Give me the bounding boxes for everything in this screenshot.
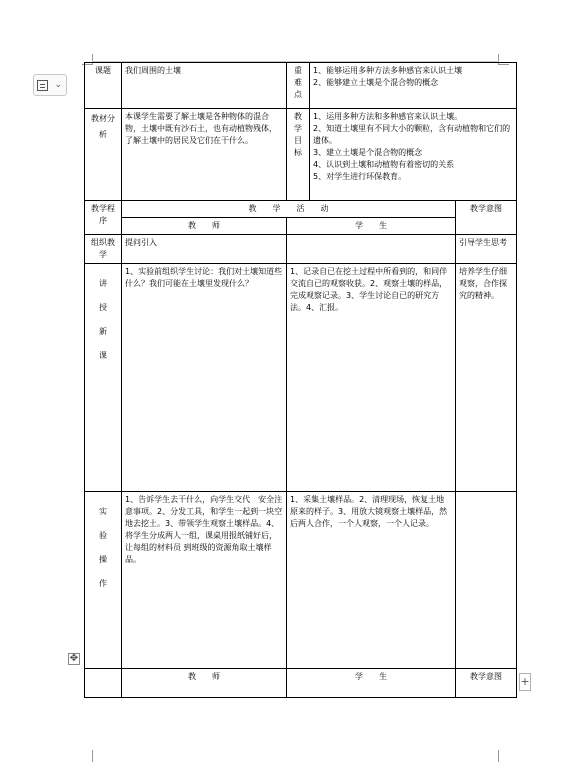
key-points-content[interactable]: [310, 63, 517, 109]
material-label: 教材分析: [85, 109, 122, 201]
document-layout-icon: [37, 80, 48, 91]
topic-value[interactable]: 我们周围的土壤: [122, 63, 287, 109]
goal-item: 1、运用多种方法和多种感官来认识土壤。: [313, 112, 463, 121]
experiment-intent[interactable]: [456, 492, 517, 669]
intent-header: 教学意图: [456, 201, 517, 235]
crop-mark-bottom-left: [82, 750, 93, 762]
goals-content[interactable]: [310, 109, 517, 201]
chevron-down-icon: ⌄: [54, 79, 62, 90]
organize-intent[interactable]: 引导学生思考: [456, 235, 517, 264]
goals-label: 教 学 目 标: [287, 109, 310, 201]
organize-row: [85, 235, 517, 264]
experiment-label: 实 验 操 作: [85, 492, 122, 669]
procedure-header: 教学程序: [85, 201, 122, 235]
experiment-row: [85, 492, 517, 669]
key-point-item: 2、能够建立土壤是个混合物的概念: [313, 78, 439, 87]
key-point-item: 1、能够运用多种方法多种感官来认识土壤: [313, 66, 463, 75]
topic-row: [85, 63, 517, 109]
material-row: [85, 109, 517, 201]
organize-label: 组织教学: [85, 235, 122, 264]
table-move-handle[interactable]: ✥: [69, 653, 79, 664]
footer-intent: 教学意图: [456, 669, 517, 698]
lecture-label: 讲 授 新 课: [85, 264, 122, 492]
footer-student: 学 生: [287, 669, 456, 698]
header-row: [85, 201, 517, 218]
goal-item: 5、对学生进行环保教育。: [313, 172, 407, 181]
lecture-teacher[interactable]: 1、实验前组织学生讨论：我们对土壤知道些什么？我们可能在土壤里发现什么？: [122, 264, 287, 492]
layout-options-button[interactable]: [33, 74, 67, 96]
teacher-header: 教 师: [122, 218, 287, 235]
organize-student[interactable]: [287, 235, 456, 264]
student-header: 学 生: [287, 218, 456, 235]
activity-header: 教 学 活 动: [122, 201, 456, 218]
lesson-plan-table: [84, 62, 517, 698]
key-points-label: 重 难 点: [287, 63, 310, 109]
experiment-student[interactable]: 1、采集土壤样品。2、清理现场，恢复土地原来的样子。3、用放大镜观察土壤样品，然后两人合作，一个人观察，一个人记录。: [287, 492, 456, 669]
goal-item: 2、知道土壤里有不同大小的颗粒，含有动植物和它们的遗体。: [313, 124, 511, 145]
footer-row: [85, 669, 517, 698]
lecture-row: [85, 264, 517, 492]
organize-teacher[interactable]: 提问引入: [122, 235, 287, 264]
lecture-student[interactable]: 1、记录自已在挖土过程中所看到的，和同伴交流自已的观察收获。2、观察土壤的样品，完成观察记录。3、学生讨论自已的研究方法。4、汇报。: [287, 264, 456, 492]
crop-mark-bottom-right: [498, 750, 509, 762]
table-add-column-button[interactable]: +: [519, 673, 531, 691]
material-text[interactable]: 本课学生需要了解土壤是各种物体的混合物，土壤中既有沙石土，也有动植物残体，了解土壤中的居民及它们在干什么。: [122, 109, 287, 201]
experiment-teacher[interactable]: 1、告诉学生去干什么，向学生交代 安全注意事项。2、分发工具，和学生一起到一块空地去挖土。3、带领学生观察土壤样品。4、将学生分成两人一组，课桌用报纸铺好后，让每组的材料员 到班级的资源角取土壤样品。: [122, 492, 287, 669]
subheader-row: [85, 218, 517, 235]
goal-item: 3、建立土壤是个混合物的概念: [313, 148, 423, 157]
goal-item: 4、认识到土壤和动植物有着密切的关系: [313, 160, 455, 169]
footer-teacher: 教 师: [122, 669, 287, 698]
lecture-intent[interactable]: 培养学生仔细观察，合作探究的精神。: [456, 264, 517, 492]
footer-procedure[interactable]: [85, 669, 122, 698]
topic-label: 课题: [85, 63, 122, 109]
